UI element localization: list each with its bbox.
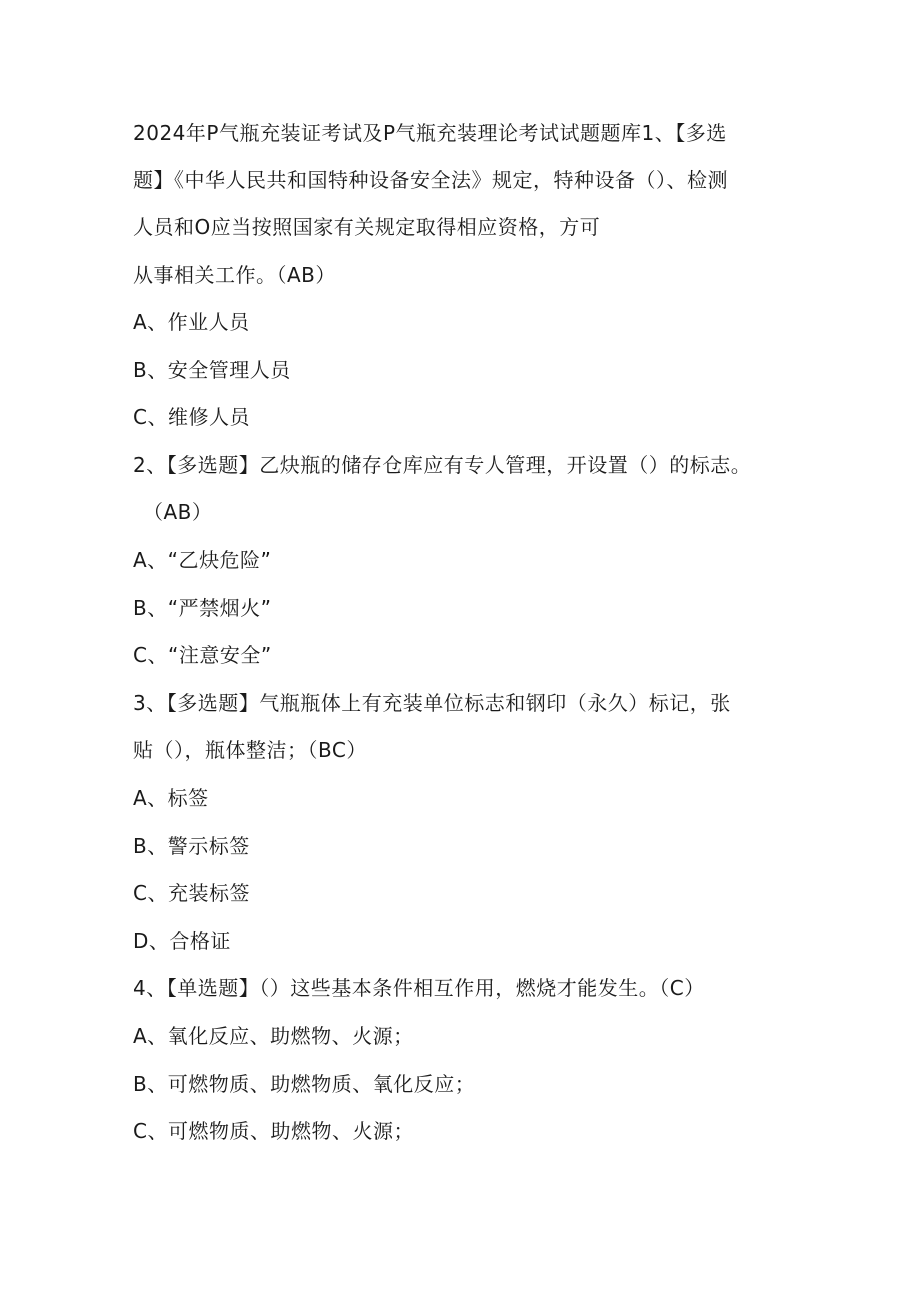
doc-line-q1-option-c: C、维修人员 <box>133 405 250 429</box>
doc-line-q2-option-b: B、“严禁烟火” <box>133 596 272 620</box>
doc-line-q2: 2、【多选题】乙炔瓶的储存仓库应有专人管理，开设置（）的标志。 <box>133 453 752 477</box>
doc-line-q3-option-c: C、充装标签 <box>133 881 250 905</box>
doc-line-q2-answer: （AB） <box>143 500 213 524</box>
doc-line-q3: 3、【多选题】气瓶瓶体上有充装单位标志和钢印（永久）标记，张 <box>133 691 731 715</box>
doc-line-q3-answer: 贴（），瓶体整洁；（BC） <box>133 738 367 762</box>
doc-line-title: 2024年P气瓶充装证考试及P气瓶充装理论考试试题题库1、【多选 <box>133 121 727 145</box>
doc-line-q3-option-b: B、警示标签 <box>133 834 250 858</box>
doc-line-q1-option-a: A、作业人员 <box>133 310 250 334</box>
doc-line-q4: 4、【单选题】（）这些基本条件相互作用，燃烧才能发生。（C） <box>133 976 705 1000</box>
doc-line-q3-option-a: A、标签 <box>133 786 209 810</box>
doc-line-q4-option-a: A、氧化反应、助燃物、火源； <box>133 1024 414 1048</box>
doc-line-q4-option-b: B、可燃物质、助燃物质、氧化反应； <box>133 1072 476 1096</box>
doc-line-q2-option-c: C、“注意安全” <box>133 643 272 667</box>
doc-line-q1-cont: 题】《中华人民共和国特种设备安全法》规定，特种设备（）、检测 <box>133 168 728 192</box>
doc-line-q4-option-c: C、可燃物质、助燃物、火源； <box>133 1119 414 1143</box>
doc-line-q1-option-b: B、安全管理人员 <box>133 358 291 382</box>
doc-line-q1-cont: 人员和O应当按照国家有关规定取得相应资格，方可 <box>133 215 601 239</box>
doc-line-q2-option-a: A、“乙炔危险” <box>133 548 272 572</box>
doc-line-q3-option-d: D、合格证 <box>133 929 231 953</box>
doc-line-q1-answer: 从事相关工作。（AB） <box>133 263 336 287</box>
